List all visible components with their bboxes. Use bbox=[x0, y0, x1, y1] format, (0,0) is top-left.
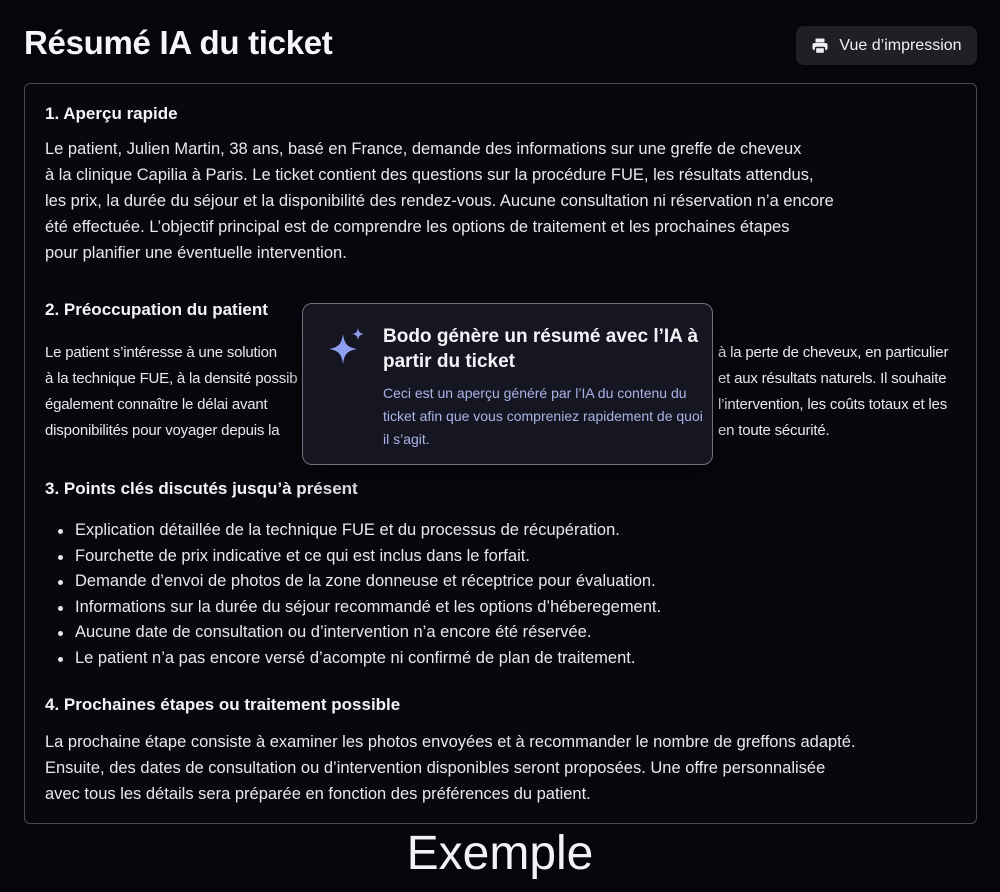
next-steps-line: La prochaine étape consiste à examiner les photos envoyées et à recommander le nombre de greffons adapté. bbox=[45, 733, 856, 751]
overview-line: à la clinique Capilia à Paris. Le ticket contient des questions sur la procédure FUE, les résultats attendus, bbox=[45, 166, 814, 184]
example-caption: Exemple bbox=[406, 827, 594, 880]
sparkle-icon bbox=[323, 326, 369, 371]
concern-line-right: et aux résultats naturels. Il souhaite bbox=[718, 370, 947, 387]
page-title: Résumé IA du ticket bbox=[24, 24, 333, 61]
list-item: Explication détaillée de la technique FUE et du processus de récupération. bbox=[57, 518, 937, 544]
overview-line: les prix, la durée du séjour et la disponibilité des rendez-vous. Aucune consultation ni réservation n’a encore bbox=[45, 192, 834, 210]
ai-popover-description: Ceci est un aperçu généré par l’IA du contenu du ticket afin que vous compreniez rapidement de quoi il s’agit. bbox=[383, 385, 703, 447]
list-item: Aucune date de consultation ou d’intervention n’a encore été réservée. bbox=[57, 620, 937, 646]
concern-line-right: l’intervention, les coûts totaux et les bbox=[718, 396, 947, 413]
list-item: Informations sur la durée du séjour recommandé et les options d’héberegement. bbox=[57, 595, 937, 621]
ai-popover-title: Bodo génère un résumé avec l’IA à partir du ticket bbox=[383, 326, 699, 372]
overview-line: pour planifier une éventuelle intervention. bbox=[45, 244, 347, 262]
next-steps-line: Ensuite, des dates de consultation ou d’intervention disponibles seront proposées. Une offre personnalisée bbox=[45, 759, 826, 777]
section-heading-next-steps: 4. Prochaines étapes ou traitement possible bbox=[45, 695, 401, 714]
concern-line-left: à la technique FUE, à la densité possib bbox=[45, 370, 298, 387]
concern-line-left: également connaître le délai avant bbox=[45, 396, 268, 413]
key-points-list bbox=[57, 518, 937, 671]
printer-icon bbox=[811, 37, 829, 55]
print-view-label: Vue d’impression bbox=[839, 36, 962, 54]
overview-line: été effectuée. L’objectif principal est de comprendre les options de traitement et les prochaines étapes bbox=[45, 218, 790, 236]
concern-line-left: disponibilités pour voyager depuis la bbox=[45, 422, 280, 439]
print-view-button[interactable] bbox=[796, 26, 977, 65]
overview-paragraph bbox=[45, 136, 945, 266]
list-item: Demande d’envoi de photos de la zone donneuse et réceptrice pour évaluation. bbox=[57, 569, 937, 595]
next-steps-paragraph bbox=[45, 729, 945, 807]
ai-summary-popover bbox=[302, 303, 713, 465]
next-steps-line: avec tous les détails sera préparée en fonction des préférences du patient. bbox=[45, 785, 591, 803]
section-heading-concern: 2. Préoccupation du patient bbox=[45, 300, 268, 319]
list-item: Le patient n’a pas encore versé d’acompte ni confirmé de plan de traitement. bbox=[57, 646, 937, 672]
section-heading-key-points: 3. Points clés discutés jusqu’à présent bbox=[45, 479, 358, 498]
concern-line-right: en toute sécurité. bbox=[718, 422, 830, 439]
concern-line-left: Le patient s’intéresse à une solution bbox=[45, 344, 277, 361]
overview-line: Le patient, Julien Martin, 38 ans, basé en France, demande des informations sur une greffe de cheveux bbox=[45, 140, 802, 158]
list-item: Fourchette de prix indicative et ce qui est inclus dans le forfait. bbox=[57, 544, 937, 570]
concern-line-right: à la perte de cheveux, en particulier bbox=[718, 344, 949, 361]
section-heading-overview: 1. Aperçu rapide bbox=[45, 104, 178, 123]
